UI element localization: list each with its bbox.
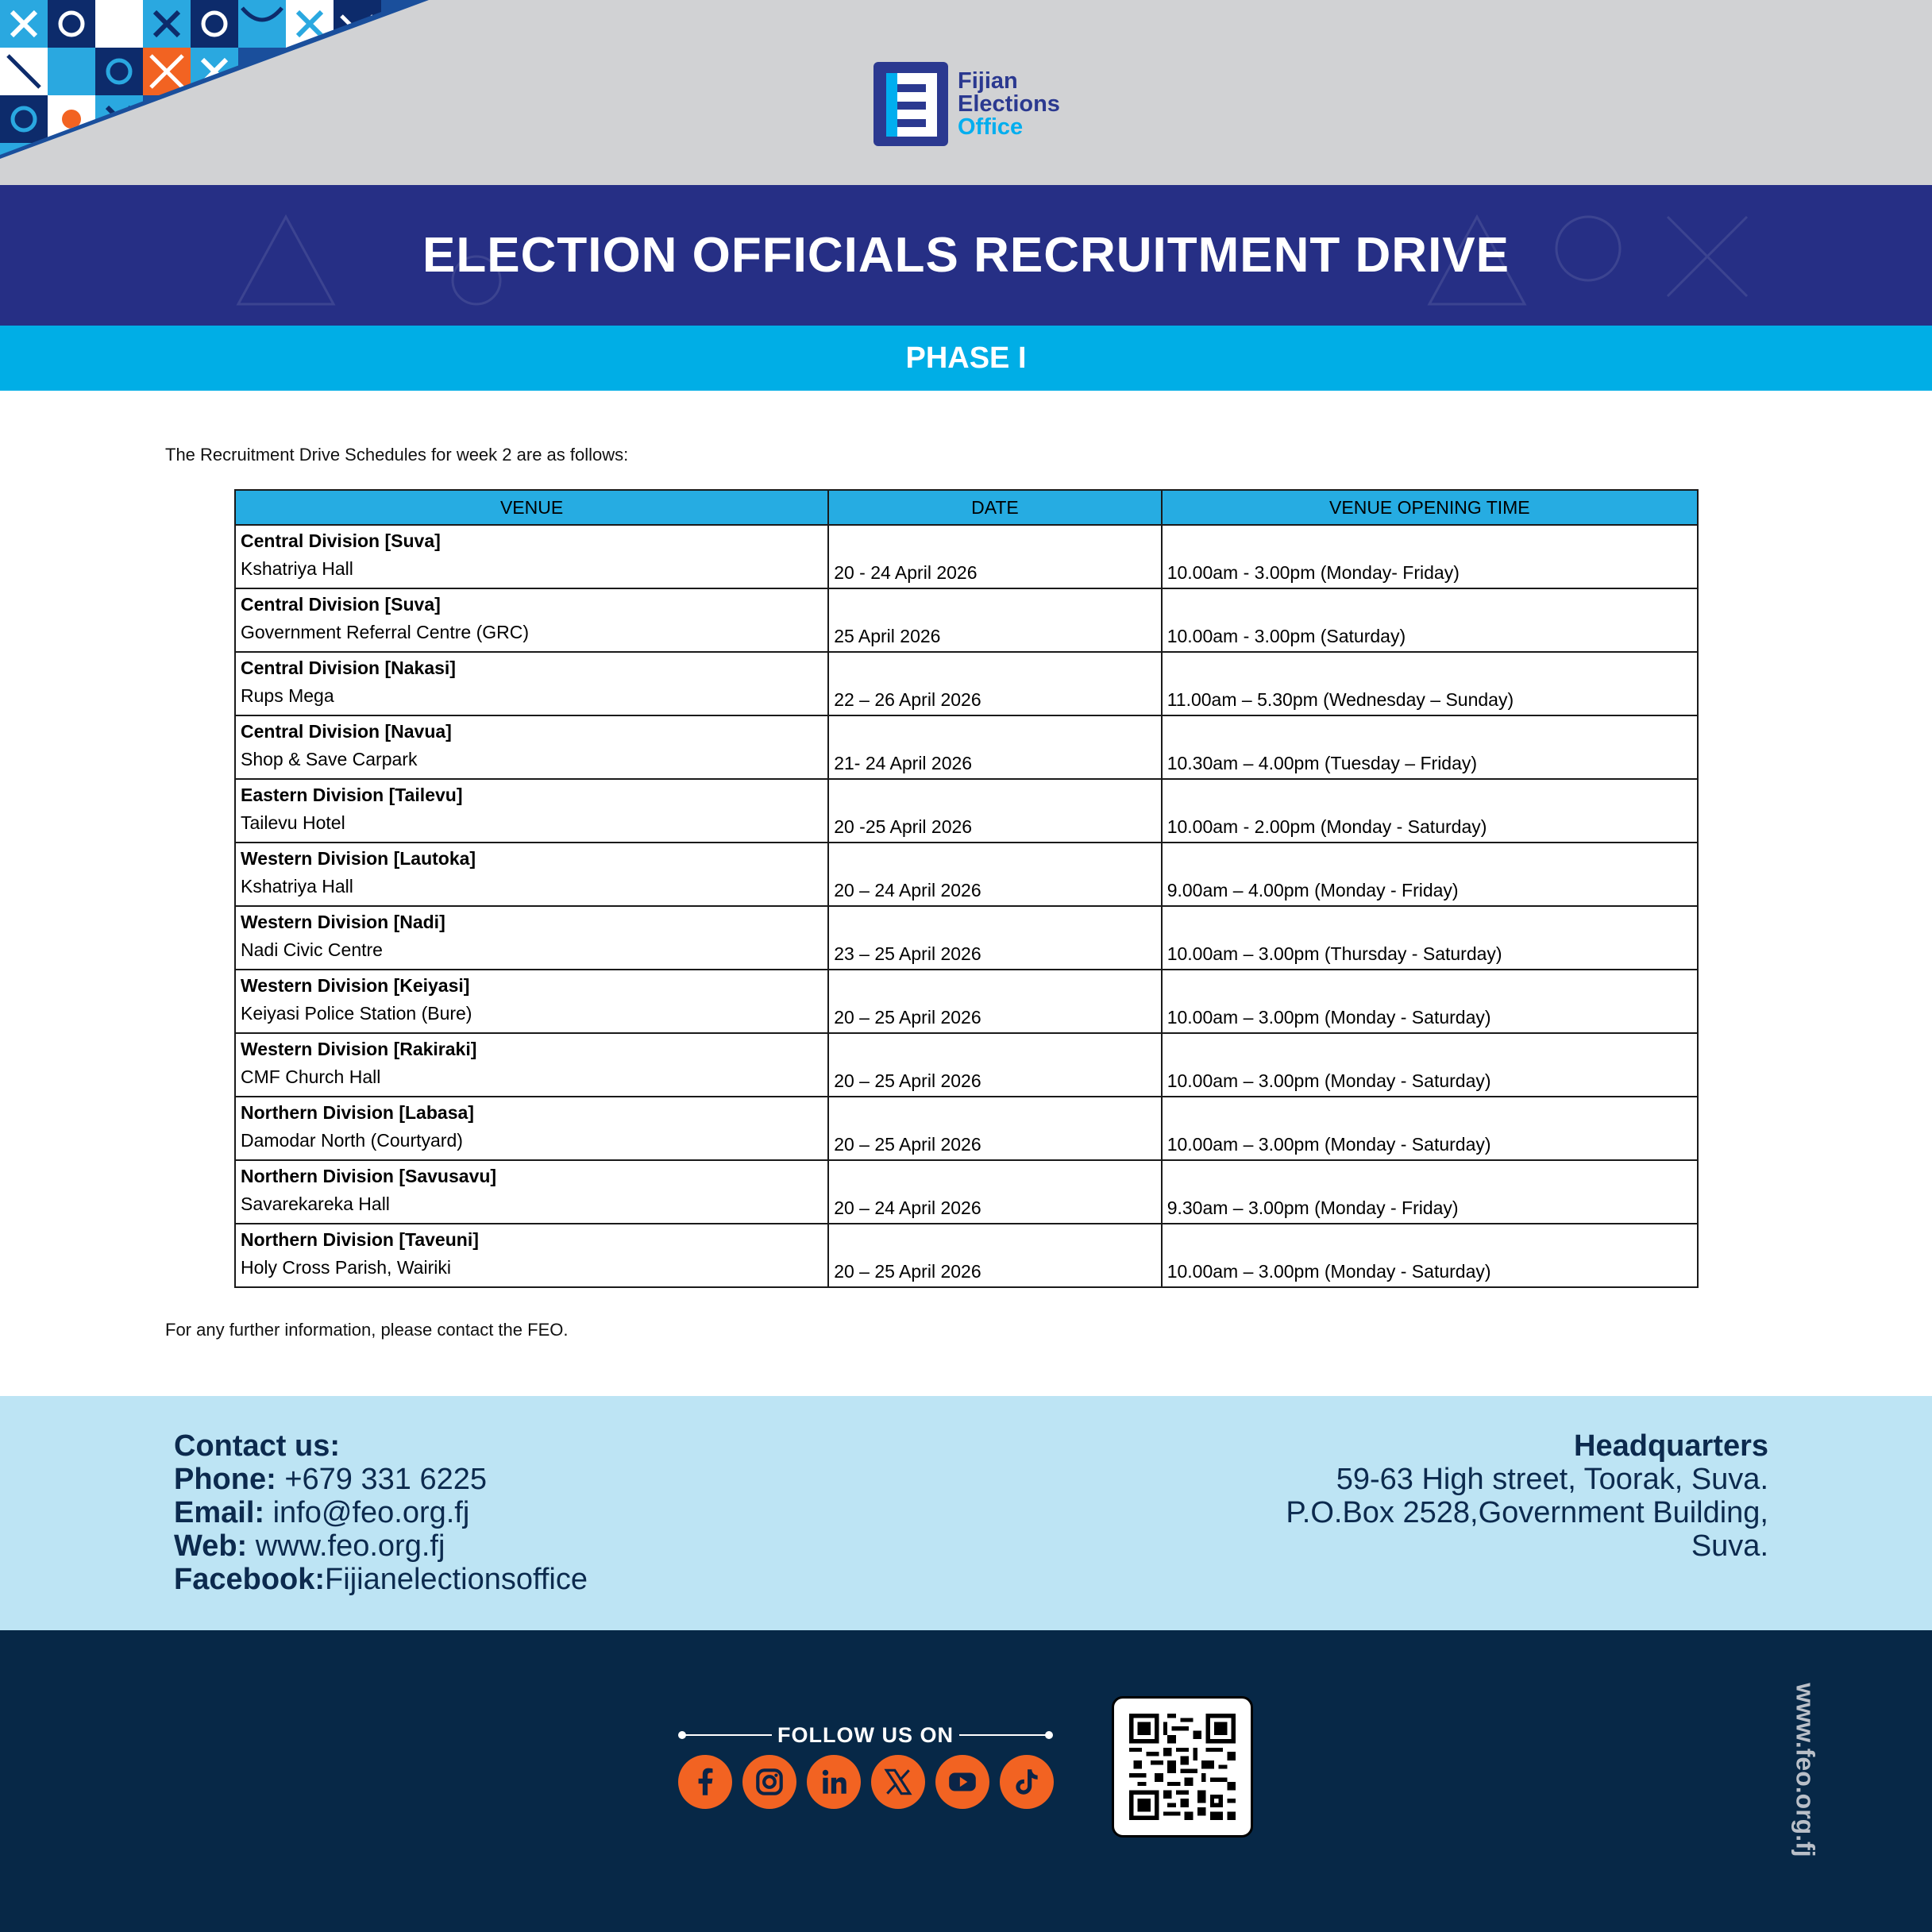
venue-name: Keiyasi Police Station (Bure): [241, 1003, 472, 1024]
division-label: Northern Division [Labasa]: [241, 1102, 474, 1123]
phase-label: PHASE I: [905, 341, 1027, 375]
division-label: Western Division [Rakiraki]: [241, 1039, 477, 1059]
email-label: Email:: [174, 1496, 265, 1529]
venue-name: Holy Cross Parish, Wairiki: [241, 1257, 451, 1278]
date-cell: 20 - 24 April 2026: [828, 525, 1162, 588]
date-cell: 25 April 2026: [828, 588, 1162, 652]
table-row: [235, 843, 1698, 906]
venue-cell: [235, 1097, 828, 1160]
social-icons: [678, 1755, 1064, 1809]
opening-time-cell: 9.00am – 4.00pm (Monday - Friday): [1162, 843, 1698, 906]
logo-line-3: Office: [958, 114, 1024, 140]
date-cell: 20 – 25 April 2026: [828, 1224, 1162, 1287]
division-label: Northern Division [Taveuni]: [241, 1229, 479, 1250]
column-header-venue: VENUE: [235, 490, 828, 525]
table-row: [235, 1224, 1698, 1287]
qr-code-icon: [1129, 1714, 1236, 1820]
date-cell: 20 – 24 April 2026: [828, 1160, 1162, 1224]
opening-time-cell: 10.00am - 3.00pm (Saturday): [1162, 588, 1698, 652]
logo-text: [958, 67, 1060, 140]
venue-name: Nadi Civic Centre: [241, 939, 383, 960]
hq-line-1: 59-63 High street, Toorak, Suva.: [1336, 1463, 1768, 1496]
intro-text: The Recruitment Drive Schedules for week 2 are as follows:: [165, 445, 629, 465]
web-label: Web:: [174, 1529, 248, 1563]
date-cell: 20 – 25 April 2026: [828, 1033, 1162, 1097]
venue-cell: [235, 715, 828, 779]
venue-name: CMF Church Hall: [241, 1066, 381, 1087]
division-label: Western Division [Keiyasi]: [241, 975, 470, 996]
tiktok-icon[interactable]: [1000, 1755, 1054, 1809]
table-body: [235, 525, 1698, 1287]
venue-cell: [235, 1033, 828, 1097]
headquarters-heading: Headquarters: [1574, 1429, 1768, 1463]
table-row: [235, 1033, 1698, 1097]
table-row: [235, 1097, 1698, 1160]
date-cell: 21- 24 April 2026: [828, 715, 1162, 779]
contact-block: [174, 1429, 588, 1596]
feo-logo: [873, 62, 1060, 146]
date-cell: 20 – 24 April 2026: [828, 843, 1162, 906]
opening-time-cell: 10.00am – 3.00pm (Thursday - Saturday): [1162, 906, 1698, 970]
opening-time-cell: 10.00am – 3.00pm (Monday - Saturday): [1162, 1097, 1698, 1160]
qr-code[interactable]: [1112, 1696, 1253, 1838]
venue-cell: [235, 525, 828, 588]
phone-value[interactable]: +679 331 6225: [276, 1463, 487, 1496]
division-label: Western Division [Lautoka]: [241, 848, 476, 869]
opening-time-cell: 11.00am – 5.30pm (Wednesday – Sunday): [1162, 652, 1698, 715]
hq-line-2: P.O.Box 2528,Government Building,: [1286, 1496, 1768, 1529]
headquarters-block: [1286, 1429, 1768, 1563]
table-row: [235, 906, 1698, 970]
web-value[interactable]: www.feo.org.fj: [247, 1529, 445, 1563]
logo-line-1: Fijian: [958, 67, 1018, 94]
opening-time-cell: 10.00am – 3.00pm (Monday - Saturday): [1162, 1224, 1698, 1287]
contact-web: [174, 1529, 588, 1563]
venue-cell: [235, 906, 828, 970]
venue-name: Kshatriya Hall: [241, 558, 353, 579]
date-cell: 20 -25 April 2026: [828, 779, 1162, 843]
decorative-pattern: [0, 0, 429, 185]
date-cell: 22 – 26 April 2026: [828, 652, 1162, 715]
linkedin-icon[interactable]: [807, 1755, 861, 1809]
facebook-label: Facebook:: [174, 1563, 326, 1596]
hq-line-3: Suva.: [1691, 1529, 1768, 1563]
title-band: [0, 185, 1932, 326]
contact-heading: Contact us:: [174, 1429, 340, 1463]
facebook-value[interactable]: Fijianelectionsoffice: [325, 1563, 588, 1596]
division-label: Western Division [Nadi]: [241, 912, 445, 932]
opening-time-cell: 10.00am – 3.00pm (Monday - Saturday): [1162, 1033, 1698, 1097]
outro-text: For any further information, please contact the FEO.: [165, 1320, 569, 1340]
division-label: Central Division [Suva]: [241, 530, 441, 551]
venue-cell: [235, 843, 828, 906]
venue-cell: [235, 1224, 828, 1287]
facebook-icon[interactable]: [678, 1755, 732, 1809]
venue-cell: [235, 970, 828, 1033]
table-row: [235, 779, 1698, 843]
phase-band: [0, 326, 1932, 391]
date-cell: 23 – 25 April 2026: [828, 906, 1162, 970]
table-row: [235, 588, 1698, 652]
table-row: [235, 970, 1698, 1033]
opening-time-cell: 10.30am – 4.00pm (Tuesday – Friday): [1162, 715, 1698, 779]
division-label: Central Division [Nakasi]: [241, 657, 456, 678]
venue-name: Kshatriya Hall: [241, 876, 353, 897]
table-row: [235, 715, 1698, 779]
opening-time-cell: 9.30am – 3.00pm (Monday - Friday): [1162, 1160, 1698, 1224]
venue-name: Tailevu Hotel: [241, 812, 345, 833]
x-icon[interactable]: [871, 1755, 925, 1809]
youtube-icon[interactable]: [935, 1755, 989, 1809]
logo-line-2: Elections: [958, 91, 1060, 117]
vertical-website-text[interactable]: www.feo.org.fj: [1791, 1683, 1820, 1857]
venue-cell: [235, 1160, 828, 1224]
vertical-website: [1789, 1683, 1821, 1857]
table-row: [235, 652, 1698, 715]
follow-us: [678, 1719, 1053, 1751]
table-row: [235, 1160, 1698, 1224]
opening-time-cell: 10.00am - 2.00pm (Monday - Saturday): [1162, 779, 1698, 843]
instagram-icon[interactable]: [742, 1755, 796, 1809]
venue-name: Rups Mega: [241, 685, 334, 706]
venue-cell: [235, 588, 828, 652]
division-label: Eastern Division [Tailevu]: [241, 785, 463, 805]
venue-name: Savarekareka Hall: [241, 1194, 390, 1214]
date-cell: 20 – 25 April 2026: [828, 970, 1162, 1033]
venue-cell: [235, 652, 828, 715]
venue-name: Government Referral Centre (GRC): [241, 622, 529, 642]
email-value[interactable]: info@feo.org.fj: [264, 1496, 470, 1529]
opening-time-cell: 10.00am – 3.00pm (Monday - Saturday): [1162, 970, 1698, 1033]
phone-label: Phone:: [174, 1463, 276, 1496]
follow-us-text: FOLLOW US ON: [777, 1723, 954, 1747]
contact-phone: [174, 1463, 588, 1496]
page-title: ELECTION OFFICIALS RECRUITMENT DRIVE: [422, 228, 1510, 283]
division-label: Central Division [Suva]: [241, 594, 441, 615]
contact-facebook: [174, 1563, 588, 1596]
division-label: Northern Division [Savusavu]: [241, 1166, 497, 1186]
venue-name: Shop & Save Carpark: [241, 749, 418, 769]
venue-cell: [235, 779, 828, 843]
top-band: [0, 0, 1932, 185]
contact-email: [174, 1496, 588, 1529]
column-header-date: DATE: [828, 490, 1162, 525]
feo-logo-mark-icon: [873, 62, 948, 146]
table-header-row: [235, 490, 1698, 525]
schedule-table: [234, 489, 1699, 1288]
date-cell: 20 – 25 April 2026: [828, 1097, 1162, 1160]
division-label: Central Division [Navua]: [241, 721, 452, 742]
opening-time-cell: 10.00am - 3.00pm (Monday- Friday): [1162, 525, 1698, 588]
column-header-time: VENUE OPENING TIME: [1162, 490, 1698, 525]
table-row: [235, 525, 1698, 588]
venue-name: Damodar North (Courtyard): [241, 1130, 463, 1151]
